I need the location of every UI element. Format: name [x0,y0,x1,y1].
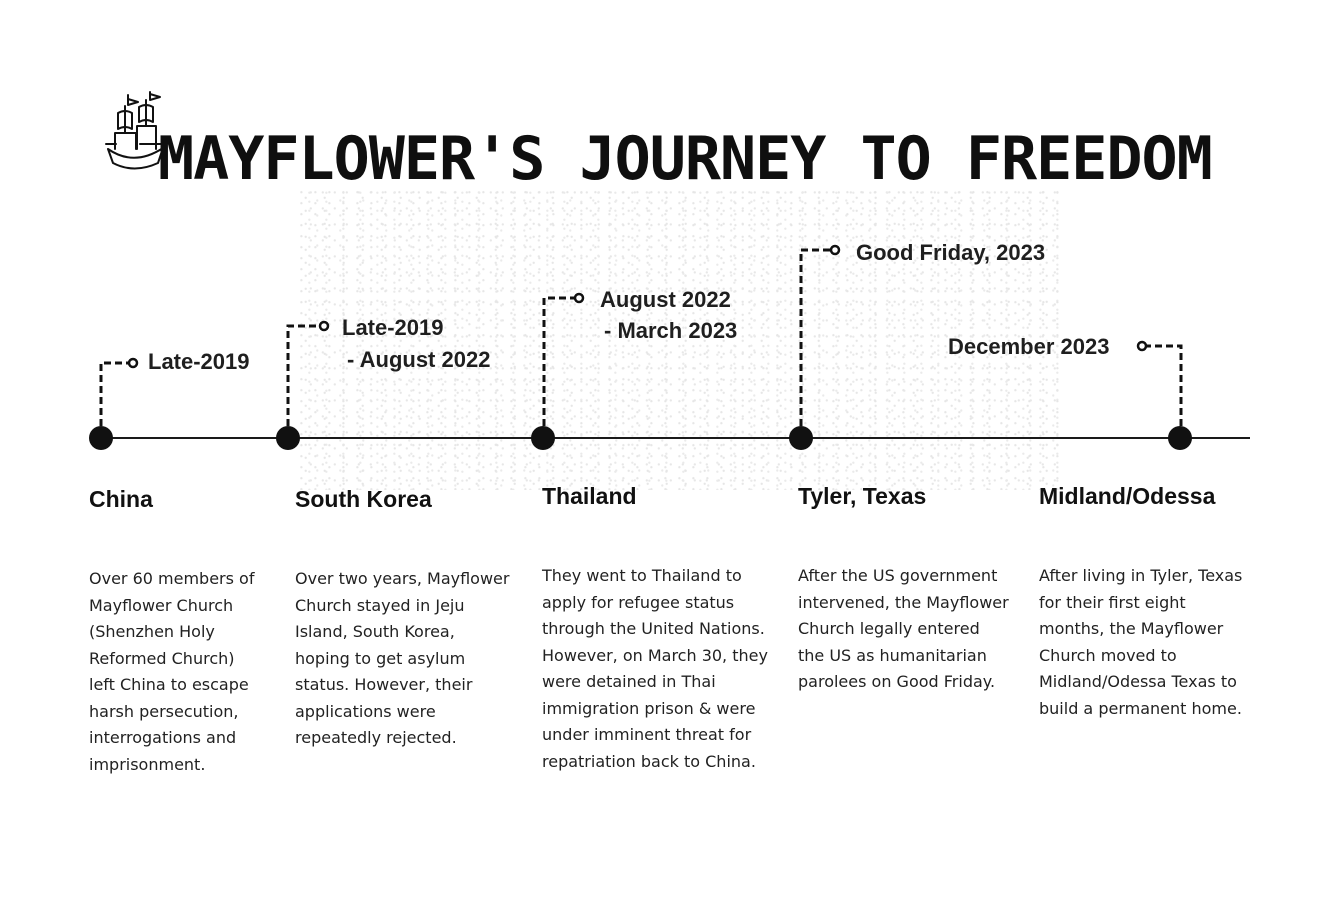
date-marker-circle [1138,342,1146,350]
event-description-midland-odessa: After living in Tyler, Texas for their first eight months, the Mayflower Church moved to Midland/Odessa Texas to build a permanent home. [1039,566,1243,718]
event-date-tyler-texas: Good Friday, 2023 [856,240,1046,265]
event-place-midland-odessa: Midland/Odessa [1039,483,1216,509]
event-date-thailand-start: August 2022 [600,287,731,312]
connector-south-korea [288,326,320,437]
event-place-south-korea: South Korea [295,486,432,512]
event-place-china: China [89,486,153,512]
event-description-south-korea: Over two years, Mayflower Church stayed in Jeju Island, South Korea, hoping to get asylum status. However, their applications were repeatedly rejected. [295,569,510,747]
event-date-thailand-end: - March 2023 [604,318,738,343]
event-description-china: Over 60 members of Mayflower Church (Shenzhen Holy Reformed Church) left China to escape harsh persecution, interrogations and imprisonment. [89,569,255,774]
timeline-dot-tyler-texas [789,426,813,450]
timeline-dot-south-korea [276,426,300,450]
connector-thailand [544,298,575,437]
connector-midland-odessa [1146,346,1181,437]
event-date-south-korea-end: - August 2022 [347,347,491,372]
timeline-axis [100,437,1250,439]
date-marker-circle [320,322,328,330]
timeline-dot-china [89,426,113,450]
event-date-china: Late-2019 [148,349,250,374]
date-marker-circle [831,246,839,254]
event-place-tyler-texas: Tyler, Texas [798,483,927,509]
date-marker-circle [575,294,583,302]
timeline-dot-midland-odessa [1168,426,1192,450]
event-description-tyler-texas: After the US government intervened, the Mayflower Church legally entered the US as humanitarian parolees on Good Friday. [798,566,1009,691]
date-marker-circle [129,359,137,367]
event-date-midland-odessa: December 2023 [948,334,1110,359]
event-date-south-korea-start: Late-2019 [342,315,444,340]
timeline-dot-thailand [531,426,555,450]
event-description-thailand: They went to Thailand to apply for refugee status through the United Nations. However, on March 30, they were detained in Thai immigration prison & were under imminent threat for repatriation back to China. [542,566,768,771]
page-title: MAYFLOWER'S JOURNEY TO FREEDOM [158,124,1212,194]
event-place-thailand: Thailand [542,483,637,509]
connector-tyler-texas [801,250,831,437]
